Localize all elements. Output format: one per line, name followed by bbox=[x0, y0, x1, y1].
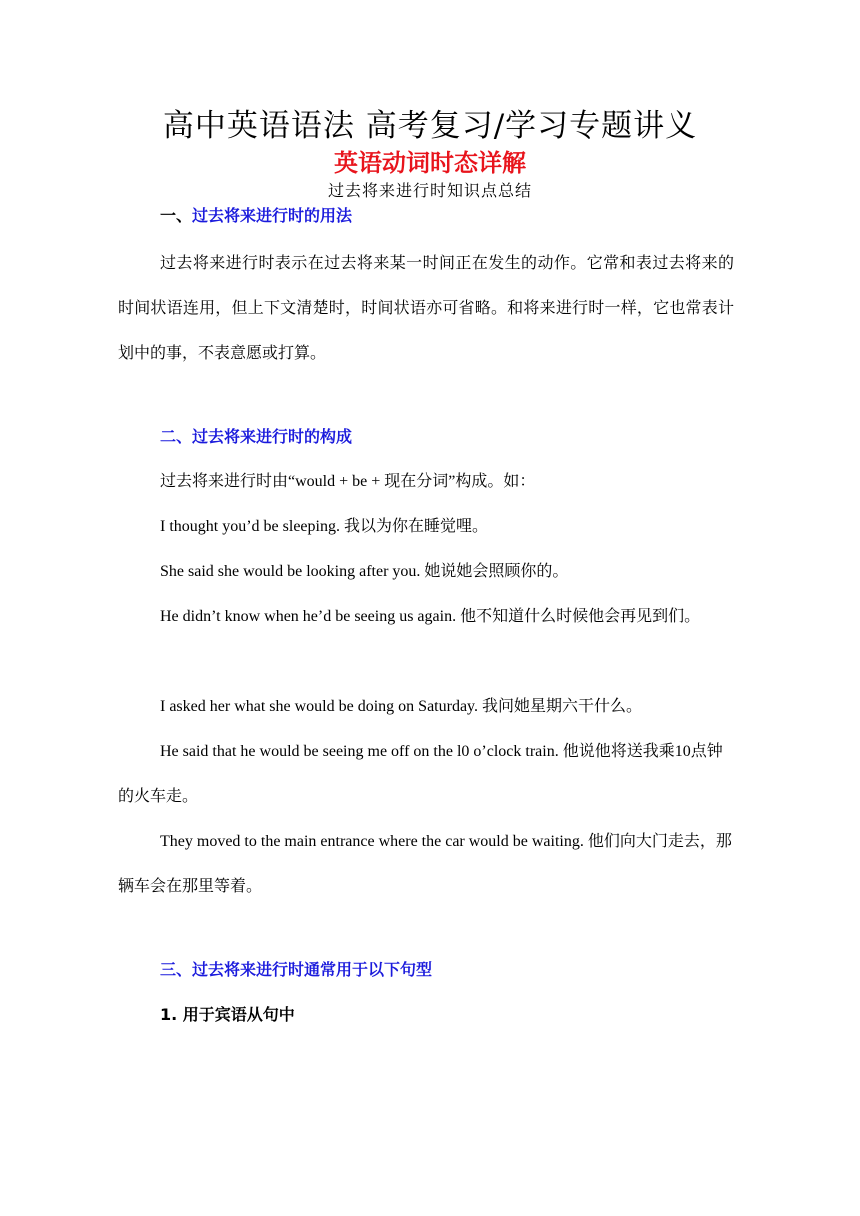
document-subtitle: 英语动词时态详解 bbox=[334, 149, 526, 177]
section-heading-2 bbox=[160, 425, 352, 449]
section-heading-1 bbox=[160, 204, 352, 228]
example-sentence: He said that he would be seeing me off on the l0 o’clock train. 他说他将送我乘10点钟的火车走。 bbox=[118, 743, 723, 805]
example-sentence: They moved to the main entrance where the car would be waiting. 他们向大门走去，那辆车会在那里等着。 bbox=[118, 833, 732, 895]
subsection-heading: 1. 用于宾语从句中 bbox=[160, 1005, 295, 1024]
document-topic: 过去将来进行时知识点总结 bbox=[327, 181, 532, 200]
example-sentence: He didn’t know when he’d be seeing us again. 他不知道什么时候他会再见到们。 bbox=[160, 608, 701, 625]
example-sentence: I thought you’d be sleeping. 我以为你在睡觉哩。 bbox=[160, 518, 488, 535]
document-title: 高中英语语法 高考复习/学习专题讲义 bbox=[162, 108, 698, 144]
section-title-3: 过去将来进行时通常用于以下句型 bbox=[192, 960, 433, 979]
example-sentence: I asked her what she would be doing on Saturday. 我问她星期六干什么。 bbox=[160, 698, 643, 715]
section-number-3: 三、 bbox=[160, 960, 193, 979]
section-heading-3 bbox=[160, 958, 432, 982]
section-number-2: 二、 bbox=[160, 427, 193, 446]
section-title-2: 过去将来进行时的构成 bbox=[192, 427, 353, 446]
section-intro-2: 过去将来进行时由“would + be + 现在分词”构成。如： bbox=[160, 473, 536, 490]
example-sentence: She said she would be looking after you. 她说她会照顾你的。 bbox=[160, 563, 569, 580]
section-number-1: 一、 bbox=[160, 206, 193, 225]
section-body-1: 过去将来进行时表示在过去将来某一时间正在发生的动作。它常和表过去将来的时间状语连用，但上下文清楚时，时间状语亦可省略。和将来进行时一样，它也常表计划中的事，不表意愿或打算。 bbox=[118, 253, 734, 362]
section-title-1: 过去将来进行时的用法 bbox=[192, 206, 353, 225]
